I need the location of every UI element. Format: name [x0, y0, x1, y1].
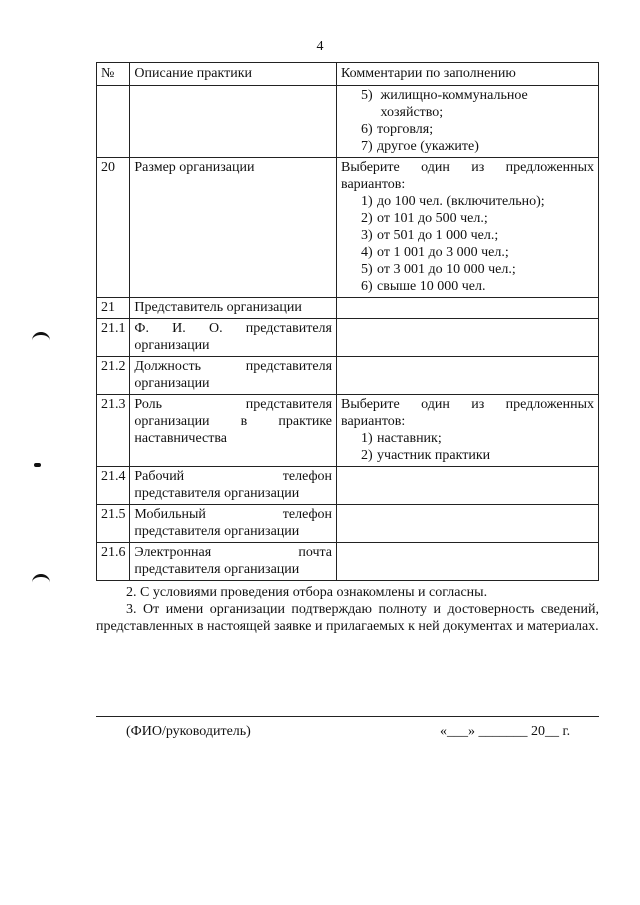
cell-description: Мобильный телефон представителя организации — [130, 505, 337, 543]
table-row-21 — [97, 298, 599, 319]
cell-num: 21.5 — [97, 505, 130, 543]
options-list — [341, 430, 594, 464]
table-row-21-4 — [97, 467, 599, 505]
option-index: 7) — [361, 139, 373, 154]
option-item: 5) от 3 001 до 10 000 чел.; — [361, 262, 516, 277]
table-header-row — [97, 63, 599, 86]
option-item: 1) до 100 чел. (включительно); — [361, 194, 545, 209]
cell-num — [97, 86, 130, 158]
cell-comment — [337, 357, 599, 395]
options-list — [341, 193, 594, 295]
application-form-table — [96, 62, 599, 581]
option-item — [341, 87, 594, 121]
header-description: Описание практики — [130, 63, 337, 86]
paragraph-conditions: 2. С условиями проведения отбора ознакомлены и согласны. — [126, 585, 488, 600]
date-field: «___» _______ 20__ г. — [440, 724, 571, 739]
cell-description: Рабочий телефон представителя организации — [130, 467, 337, 505]
comment-intro: Выберите один из предложенных — [341, 160, 594, 175]
cell-description: Должность представителя организации — [130, 357, 337, 395]
cell-num: 21.1 — [97, 319, 130, 357]
cell-description: Размер организации — [130, 158, 337, 298]
header-comment: Комментарии по заполнению — [337, 63, 599, 86]
cell-comment — [337, 505, 599, 543]
table-row-21-6 — [97, 543, 599, 581]
table-row-20 — [97, 158, 599, 298]
option-item: 1) наставник; — [361, 431, 442, 446]
option-text: жилищно-коммунальное хозяйство; — [380, 88, 528, 120]
scan-dot-mark — [34, 463, 41, 467]
paragraph-confirmation: 3. От имени организации подтверждаю полноту и достоверность сведений, представленных в настоящей заявке и прилагаемых к ней документах и материалах. — [96, 602, 599, 634]
binding-hole-mark — [32, 332, 50, 349]
comment-intro: Выберите один из предложенных — [341, 397, 594, 412]
signature-label: (ФИО/руководитель) — [126, 724, 251, 739]
comment-intro-tail: вариантов: — [341, 177, 406, 192]
table-row-21-5 — [97, 505, 599, 543]
cell-num: 20 — [97, 158, 130, 298]
cell-description: Ф. И. О. представителя организации — [130, 319, 337, 357]
option-item: 4) от 1 001 до 3 000 чел.; — [361, 245, 509, 260]
option-item: 2) участник практики — [361, 448, 491, 463]
binding-hole-mark — [32, 574, 50, 591]
option-item — [341, 121, 594, 138]
cell-description: Электронная почта представителя организации — [130, 543, 337, 581]
options-list — [341, 87, 594, 155]
option-item: 3) от 501 до 1 000 чел.; — [361, 228, 499, 243]
option-text: торговля; — [377, 122, 434, 137]
option-item: 6) свыше 10 000 чел. — [361, 279, 486, 294]
table-row-21-2 — [97, 357, 599, 395]
cell-num: 21.6 — [97, 543, 130, 581]
header-num: № — [97, 63, 130, 86]
cell-comment — [337, 319, 599, 357]
table-row-21-3 — [97, 395, 599, 467]
comment-intro-tail: вариантов: — [341, 414, 406, 429]
cell-comment — [337, 543, 599, 581]
cell-comment — [337, 86, 599, 158]
option-text: другое (укажите) — [377, 139, 479, 154]
table-row-continuation — [97, 86, 599, 158]
option-item — [341, 138, 594, 155]
cell-comment — [337, 158, 599, 298]
cell-description — [130, 86, 337, 158]
table-row-21-1 — [97, 319, 599, 357]
cell-num: 21.4 — [97, 467, 130, 505]
cell-num: 21.3 — [97, 395, 130, 467]
signature-divider — [96, 716, 599, 717]
page-number: 4 — [316, 39, 324, 54]
option-index: 5) — [361, 88, 373, 103]
cell-comment — [337, 467, 599, 505]
option-item: 2) от 101 до 500 чел.; — [361, 211, 488, 226]
cell-num: 21.2 — [97, 357, 130, 395]
option-index: 6) — [361, 122, 373, 137]
cell-description: Роль представителя организации в практике наставничества — [130, 395, 337, 467]
cell-num: 21 — [97, 298, 130, 319]
cell-comment — [337, 395, 599, 467]
cell-comment — [337, 298, 599, 319]
cell-description: Представитель организации — [130, 298, 337, 319]
